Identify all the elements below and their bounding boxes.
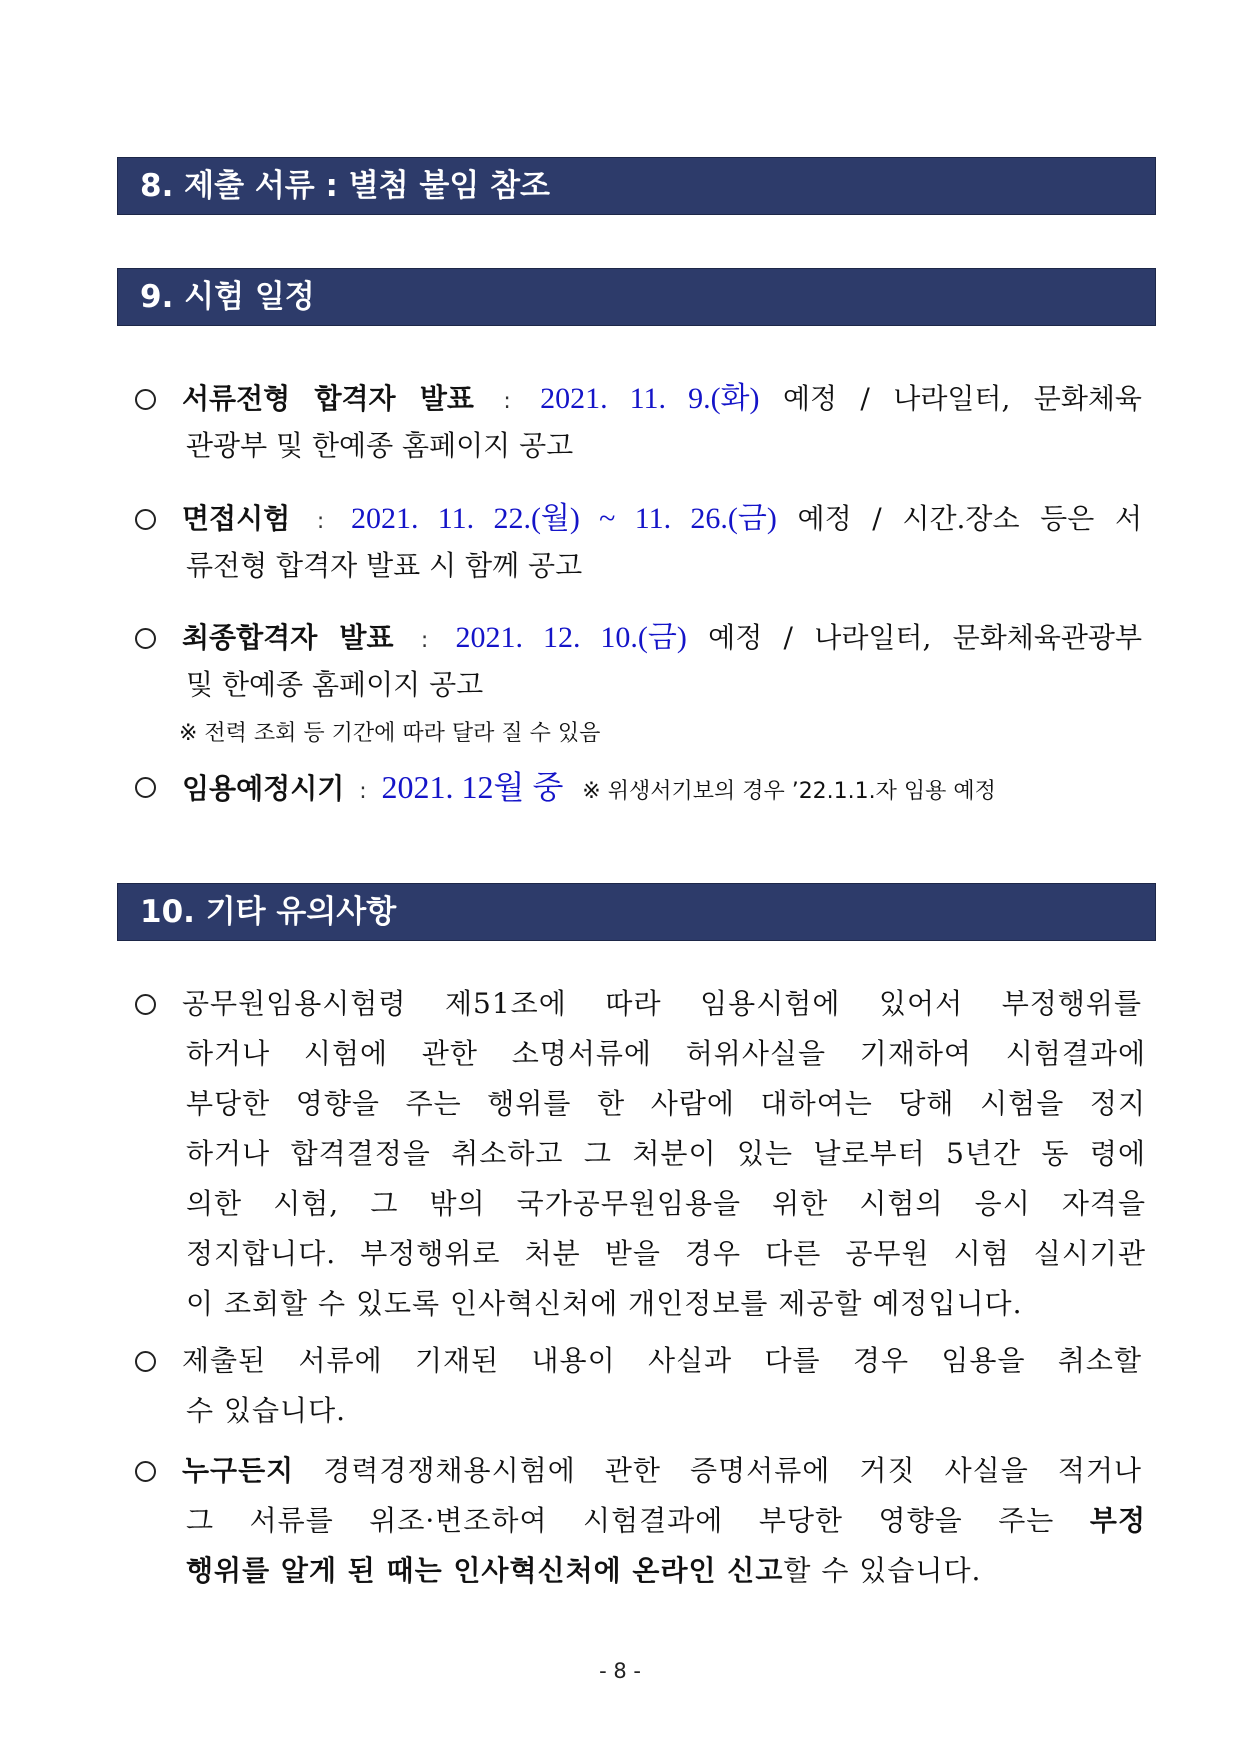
bullet-circle-icon	[135, 628, 156, 649]
notice-line: 그 서류를 위조·변조하여 시험결과에 부당한 영향을 주는 부정	[186, 1504, 1146, 1537]
notice-line: 수 있습니다.	[186, 1394, 347, 1427]
notice-line: 누구든지 경력경쟁채용시험에 관한 증명서류에 거짓 사실을 적거나	[182, 1454, 1142, 1487]
schedule-line-cont: 및 한예종 홈페이지 공고	[186, 668, 484, 701]
schedule-note: ※ 전력 조회 등 기간에 따라 달라 질 수 있음	[179, 721, 601, 746]
notice-line: 의한 시험, 그 밖의 국가공무원임용을 위한 시험의 응시 자격을	[186, 1187, 1146, 1220]
item-detail: 예정 / 나라일터, 문화체육	[782, 382, 1142, 415]
section-10-header: 10. 기타 유의사항	[117, 883, 1156, 941]
schedule-line-cont: 관광부 및 한예종 홈페이지 공고	[186, 429, 574, 462]
notice-line: 부당한 영향을 주는 행위를 한 사람에 대하여는 당해 시험을 정지	[186, 1087, 1146, 1120]
notice-line: 하거나 합격결정을 취소하고 그 처분이 있는 날로부터 5년간 동 령에	[186, 1137, 1146, 1170]
schedule-line: 서류전형 합격자 발표 : 2021. 11. 9.(화) 예정 / 나라일터, 문화체육	[182, 382, 1142, 415]
notice-line: 정지합니다. 부정행위로 처분 받을 경우 다른 공무원 시험 실시기관	[186, 1237, 1146, 1270]
bullet-circle-icon	[135, 389, 156, 410]
notice-line: 이 조회할 수 있도록 인사혁신처에 개인정보를 제공할 예정입니다.	[186, 1287, 1023, 1320]
item-date: 2021. 12월 중	[381, 769, 564, 805]
schedule-line: 면접시험 : 2021. 11. 22.(월) ~ 11. 26.(금) 예정 / 시간.장소 등은 서	[182, 502, 1142, 535]
bullet-circle-icon	[135, 777, 156, 798]
bullet-circle-icon	[135, 994, 156, 1015]
item-label: 면접시험	[182, 502, 291, 535]
page-number: - 8 -	[599, 1659, 641, 1683]
item-date: 2021. 12. 10.(금)	[455, 621, 687, 654]
item-label: 서류전형 합격자 발표	[182, 382, 474, 415]
bullet-circle-icon	[135, 509, 156, 530]
section-9-header: 9. 시험 일정	[117, 268, 1156, 326]
notice-line: 행위를 알게 된 때는 인사혁신처에 온라인 신고할 수 있습니다.	[186, 1554, 982, 1587]
item-label: 최종합격자 발표	[182, 621, 394, 654]
section-8-header: 8. 제출 서류 : 별첨 붙임 참조	[117, 157, 1156, 215]
item-label: 임용예정시기	[182, 772, 345, 805]
notice-line: 제출된 서류에 기재된 내용이 사실과 다를 경우 임용을 취소할	[182, 1344, 1142, 1377]
item-detail: 예정 / 나라일터, 문화체육관광부	[708, 621, 1143, 654]
notice-line: 하거나 시험에 관한 소명서류에 허위사실을 기재하여 시험결과에	[186, 1037, 1146, 1070]
item-date: 2021. 11. 9.(화)	[540, 382, 760, 415]
bullet-circle-icon	[135, 1351, 156, 1372]
schedule-line: 임용예정시기 : 2021. 12월 중 ※ 위생서기보의 경우 ’22.1.1.자 임용 예정	[182, 769, 996, 805]
schedule-line-cont: 류전형 합격자 발표 시 함께 공고	[186, 549, 583, 582]
schedule-line: 최종합격자 발표 : 2021. 12. 10.(금) 예정 / 나라일터, 문화체육관광부	[182, 621, 1143, 654]
notice-line: 공무원임용시험령 제51조에 따라 임용시험에 있어서 부정행위를	[182, 987, 1142, 1020]
item-detail: 예정 / 시간.장소 등은 서	[797, 502, 1142, 535]
bullet-circle-icon	[135, 1461, 156, 1482]
schedule-note: ※ 위생서기보의 경우 ’22.1.1.자 임용 예정	[582, 779, 996, 804]
item-date: 2021. 11. 22.(월) ~ 11. 26.(금)	[351, 502, 777, 535]
